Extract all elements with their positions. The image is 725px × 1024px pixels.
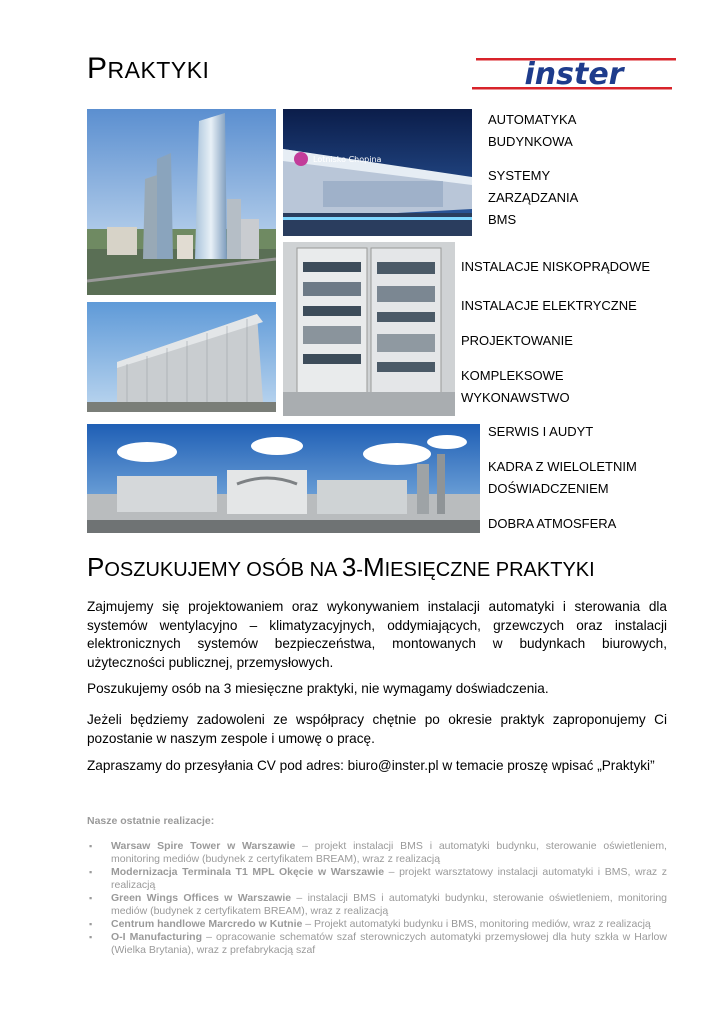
airport-sign-text: Lotnisko Chopina (313, 155, 382, 164)
bullet-icon: ▪ (89, 893, 93, 903)
service-kompleksowe: KOMPLEKSOWE (461, 368, 564, 383)
service-elektryczne: INSTALACJE ELEKTRYCZNE (461, 298, 637, 313)
photo-airport (283, 109, 472, 236)
service-atmosfera: DOBRA ATMOSFERA (488, 516, 617, 531)
list-item: ▪ Green Wings Offices w Warszawie – instalacji BMS i automatyki budynku, sterowanie oświetleniem, monitoring mediów (budynek z certyfikatem BREAM), wraz z realizacją (89, 892, 668, 917)
service-serwis: SERWIS I AUDYT (488, 424, 594, 439)
service-niskopradowe: INSTALACJE NISKOPRĄDOWE (461, 259, 651, 274)
photo-office-building (87, 302, 276, 412)
photo-industrial-plant (87, 424, 480, 533)
recent-projects-title: Nasze ostatnie realizacje: (87, 815, 215, 827)
list-item: ▪ Modernizacja Terminala T1 MPL Okęcie w Warszawie – projekt warsztatowy instalacji automatyki i BMS, wraz z realizacją (89, 866, 668, 891)
photo-control-cabinet (283, 242, 455, 416)
inster-logo (470, 56, 680, 92)
service-budynkowa: BUDYNKOWA (488, 134, 573, 149)
bullet-icon: ▪ (89, 919, 93, 929)
service-wykonawstwo: WYKONAWSTWO (461, 390, 570, 405)
logo-text: inster (524, 57, 624, 92)
bullet-icon: ▪ (89, 867, 93, 877)
bullet-icon: ▪ (89, 932, 93, 942)
service-bms: BMS (488, 212, 517, 227)
service-systemy: SYSTEMY (488, 168, 551, 183)
service-zarzadzania: ZARZĄDZANIA (488, 190, 579, 205)
list-item: ▪ Centrum handlowe Marcredo w Kutnie – Projekt automatyki budynku i BMS, monitoring mediów, wraz z realizacją (89, 918, 651, 930)
photo-skyscraper (87, 109, 276, 295)
internship-paragraph: Poszukujemy osób na 3 miesięczne praktyki, nie wymagamy doświadczenia. (87, 681, 549, 696)
intro-paragraph: Zajmujemy się projektowaniem oraz wykonywaniem instalacji automatyki i sterowania dla systemów wentylacyjno – klimatyzacyjnych, oddymiających, grzewczych oraz instalacji elektronicznych systemów bezpieczeństwa, montowanych w budynkach biurowych, użyteczności publicznej, przemysłowych. (87, 599, 667, 670)
bullet-icon: ▪ (89, 841, 93, 851)
recent-projects-list (87, 840, 667, 957)
service-kadra: KADRA Z WIELOLETNIM (488, 459, 637, 474)
list-item: ▪ O-I Manufacturing – opracowanie schematów szaf sterowniczych automatyki przemysłowej dla huty szkła w Harlow (Wielka Brytania), wraz z prefabrykacją szaf (89, 931, 667, 956)
employment-paragraph: Jeżeli będziemy zadowoleni ze współpracy chętnie po okresie praktyk zaproponujemy Ci pozostanie w naszym zespole i umowę o pracę. (87, 712, 667, 746)
service-projektowanie: PROJEKTOWANIE (461, 333, 573, 348)
service-automatyka: AUTOMATYKA (488, 112, 577, 127)
section-heading: POSZUKUJEMY OSÓB NA 3-MIESIĘCZNE PRAKTYKI (87, 552, 595, 582)
contact-paragraph: Zapraszamy do przesyłania CV pod adres: biuro@inster.pl w temacie proszę wpisać „Praktyki” (87, 758, 655, 773)
page-title: PRAKTYKI (87, 52, 210, 85)
service-doswiadczeniem: DOŚWIADCZENIEM (488, 481, 609, 496)
list-item: ▪ Warsaw Spire Tower w Warszawie – projekt instalacji BMS i automatyki budynku, sterowanie oświetleniem, monitoring mediów (budynek z certyfikatem BREAM), wraz z realizacją (89, 840, 667, 865)
